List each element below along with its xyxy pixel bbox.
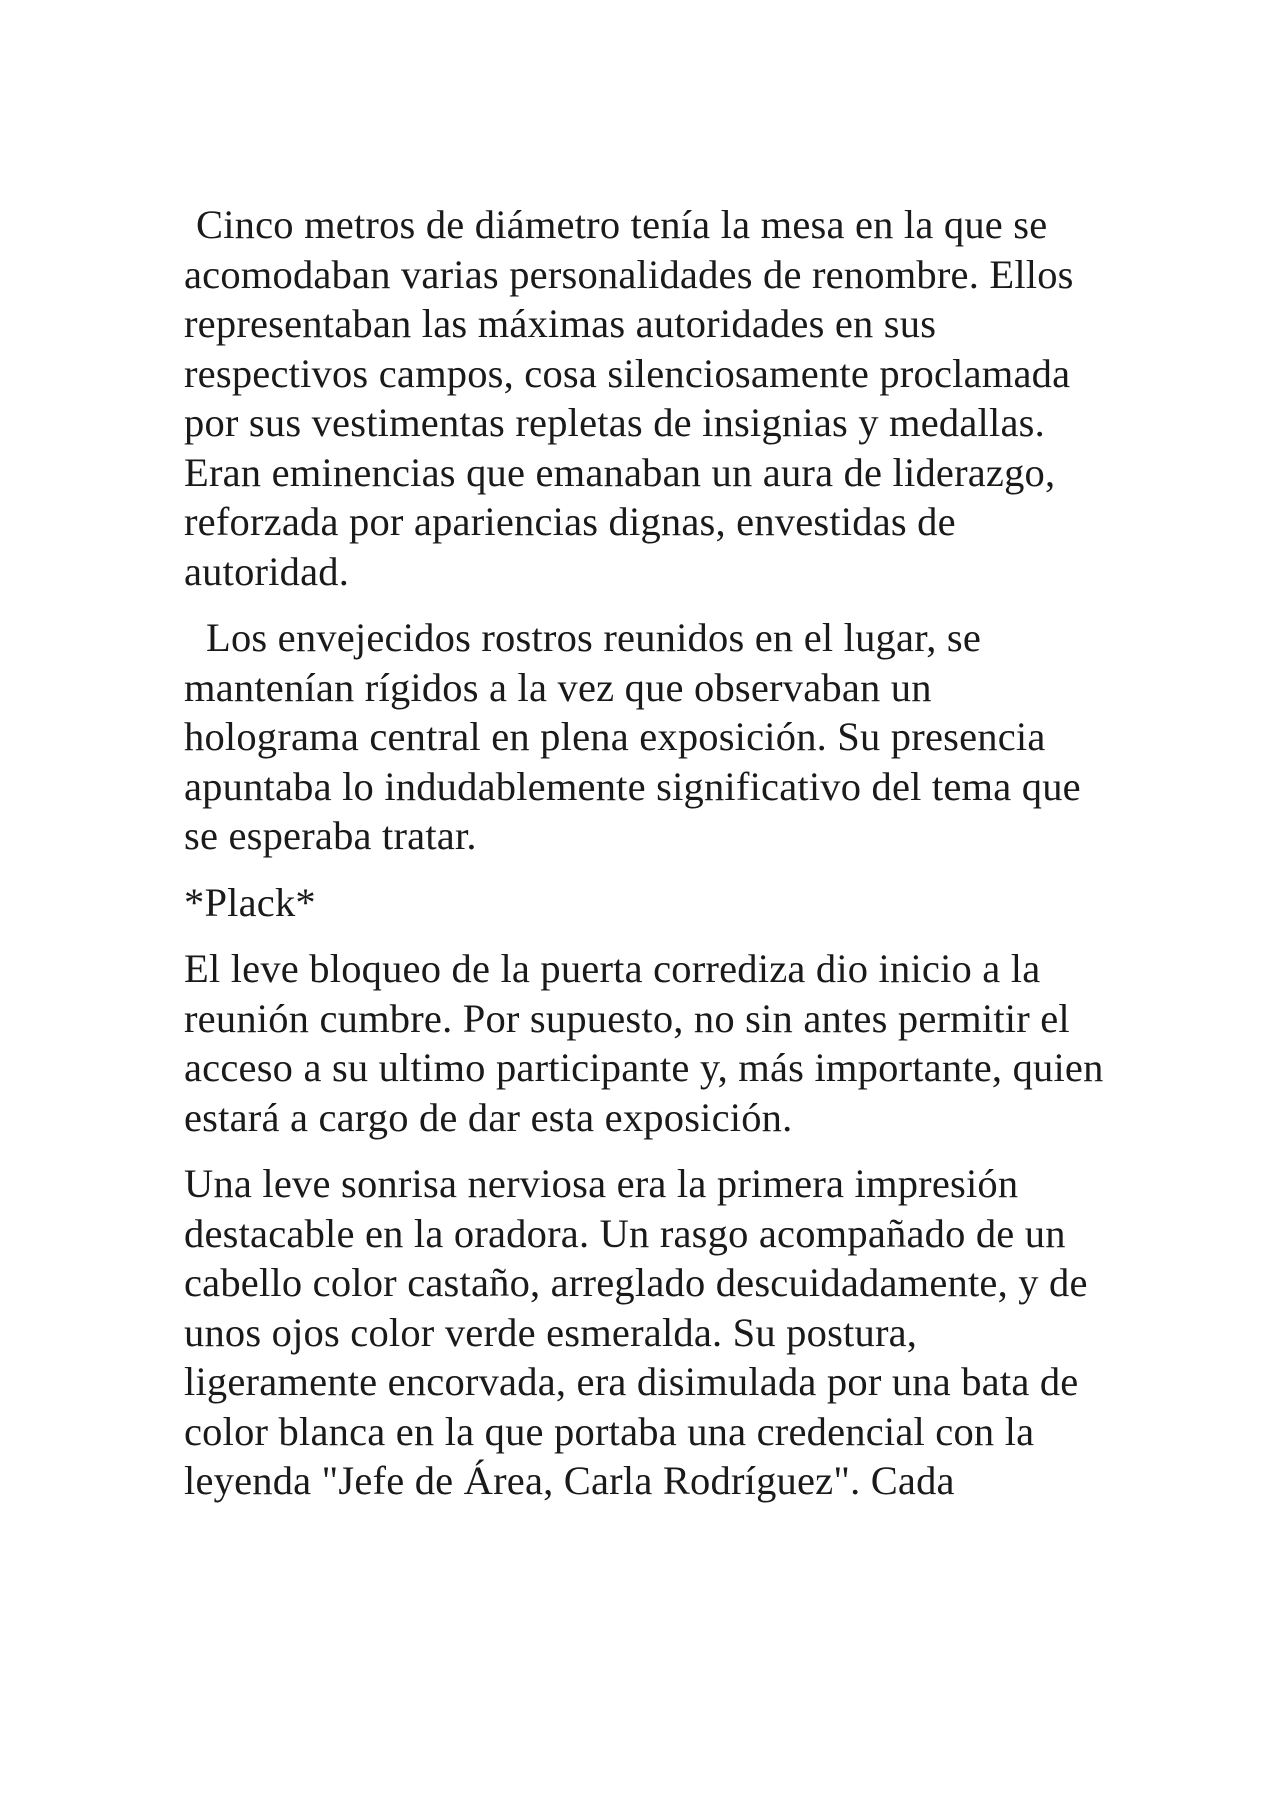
paragraph-2: Los envejecidos rostros reunidos en el lugar, se mantenían rígidos a la vez que observaban un holograma central en plena exposición. Su presencia apuntaba lo indudablemente significativo del tema que se esperaba tratar. <box>184 615 1081 858</box>
document-page <box>184 200 1104 1506</box>
paragraph-3: El leve bloqueo de la puerta corrediza dio inicio a la reunión cumbre. Por supuesto, no sin antes permitir el acceso a su ultimo participante y, más importante, quien estará a cargo de dar esta exposición. <box>184 946 1104 1140</box>
sound-effect-line: *Plack* <box>184 879 316 925</box>
paragraph-1: Cinco metros de diámetro tenía la mesa en la que se acomodaban varias personalidades de renombre. Ellos representaban las máximas autoridades en sus respectivos campos, cosa silenciosamente proclamada por sus vestimentas repletas de insignias y medallas. Eran eminencias que emanaban un aura de liderazgo, reforzada por apariencias dignas, envestidas de autoridad. <box>184 202 1074 594</box>
paragraph-4: Una leve sonrisa nerviosa era la primera impresión destacable en la oradora. Un rasgo acompañado de un cabello color castaño, arreglado descuidadamente, y de unos ojos color verde esmeralda. Su postura, ligeramente encorvada, era disimulada por una bata de color blanca en la que portaba una credencial con la leyenda "Jefe de Área, Carla Rodríguez". Cada <box>184 1161 1088 1503</box>
